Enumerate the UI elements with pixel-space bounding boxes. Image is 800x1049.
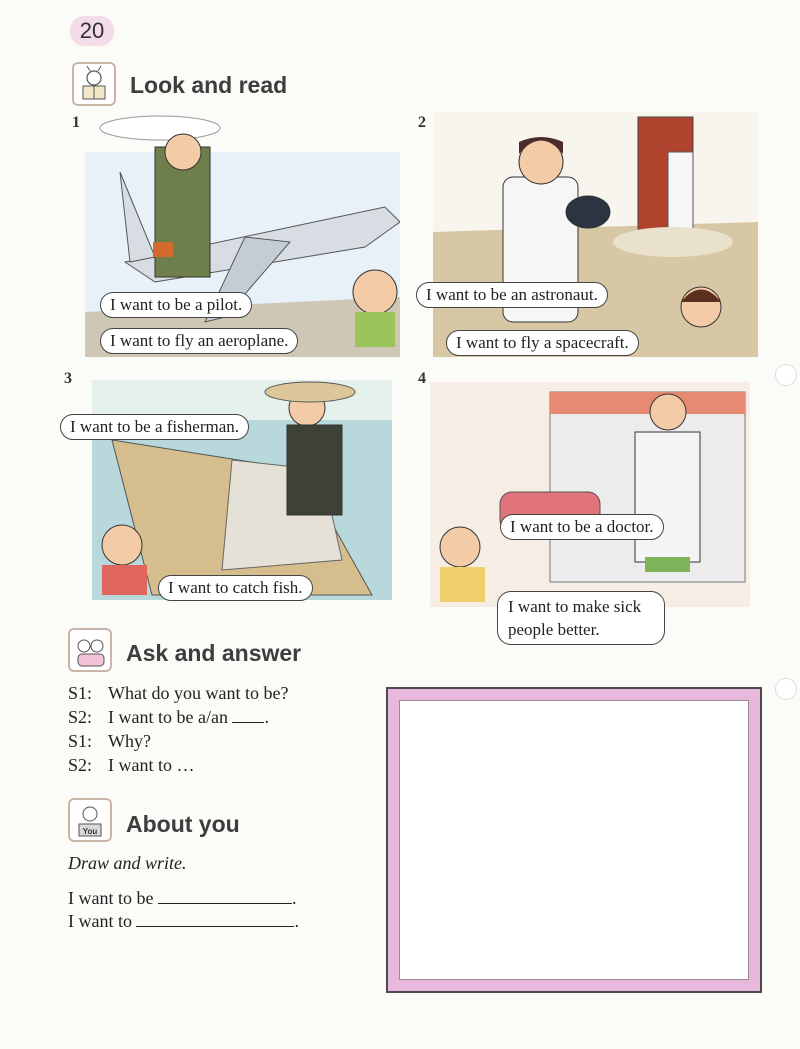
drawing-area[interactable] (399, 700, 749, 980)
speaker-label: S1: (68, 683, 93, 703)
instruction-text: Draw and write. (68, 853, 187, 873)
panel-3-illustration (92, 380, 392, 600)
you-ant-icon (68, 798, 112, 842)
sentence-start: I want to be (68, 888, 154, 908)
panel-3-number: 3 (64, 370, 72, 387)
section-title-ask-and-answer: Ask and answer (126, 640, 302, 666)
speech-bubble-catch-fish: I want to catch fish. (158, 575, 313, 601)
dialogue-text: What do you want to be? (108, 683, 289, 703)
panel-2-illustration (433, 112, 758, 357)
dialogue-text: I want to … (108, 755, 195, 775)
panel-4-number: 4 (418, 370, 426, 387)
write-line-2 (68, 911, 299, 932)
dialogue-text: I want to be a/an (108, 707, 228, 727)
speaker-label: S2: (68, 755, 93, 775)
speech-bubble-aeroplane: I want to fly an aeroplane. (100, 328, 298, 354)
panel-2-number: 2 (418, 114, 426, 131)
dialogue-line (68, 683, 288, 707)
speech-bubble-astronaut: I want to be an astronaut. (416, 282, 608, 308)
punctuation: . (294, 911, 299, 931)
drawing-box-frame (386, 687, 762, 993)
speech-bubble-sick-people: I want to make sick people better. (497, 591, 665, 645)
dialogue-line (68, 755, 288, 779)
section-title-look-and-read: Look and read (130, 72, 288, 98)
dialogue-text: Why? (108, 731, 151, 751)
section-title-about-you: About you (126, 811, 240, 837)
punctuation: . (264, 707, 269, 727)
speech-bubble-spacecraft: I want to fly a spacecraft. (446, 330, 639, 356)
speech-bubble-doctor: I want to be a doctor. (500, 514, 664, 540)
speaker-label: S2: (68, 707, 93, 727)
talking-ants-icon (68, 628, 112, 672)
dialogue-line (68, 707, 288, 731)
speaker-label: S1: (68, 731, 93, 751)
answer-blank[interactable] (158, 903, 292, 904)
dialogue (68, 683, 288, 779)
speech-bubble-pilot: I want to be a pilot. (100, 292, 252, 318)
reading-ant-icon (72, 62, 116, 106)
write-line-1 (68, 888, 296, 909)
dialogue-line (68, 731, 288, 755)
sentence-start: I want to (68, 911, 132, 931)
panel-1-illustration (85, 112, 400, 357)
binder-hole (775, 678, 797, 700)
page-number: 20 (70, 16, 114, 46)
panel-4-illustration (430, 382, 750, 607)
speech-bubble-fisherman: I want to be a fisherman. (60, 414, 249, 440)
binder-hole (775, 364, 797, 386)
punctuation: . (291, 888, 297, 908)
panel-1-number: 1 (72, 114, 80, 131)
you-icon-label: You (82, 827, 98, 836)
answer-blank[interactable] (136, 926, 294, 927)
answer-blank[interactable] (232, 722, 264, 723)
